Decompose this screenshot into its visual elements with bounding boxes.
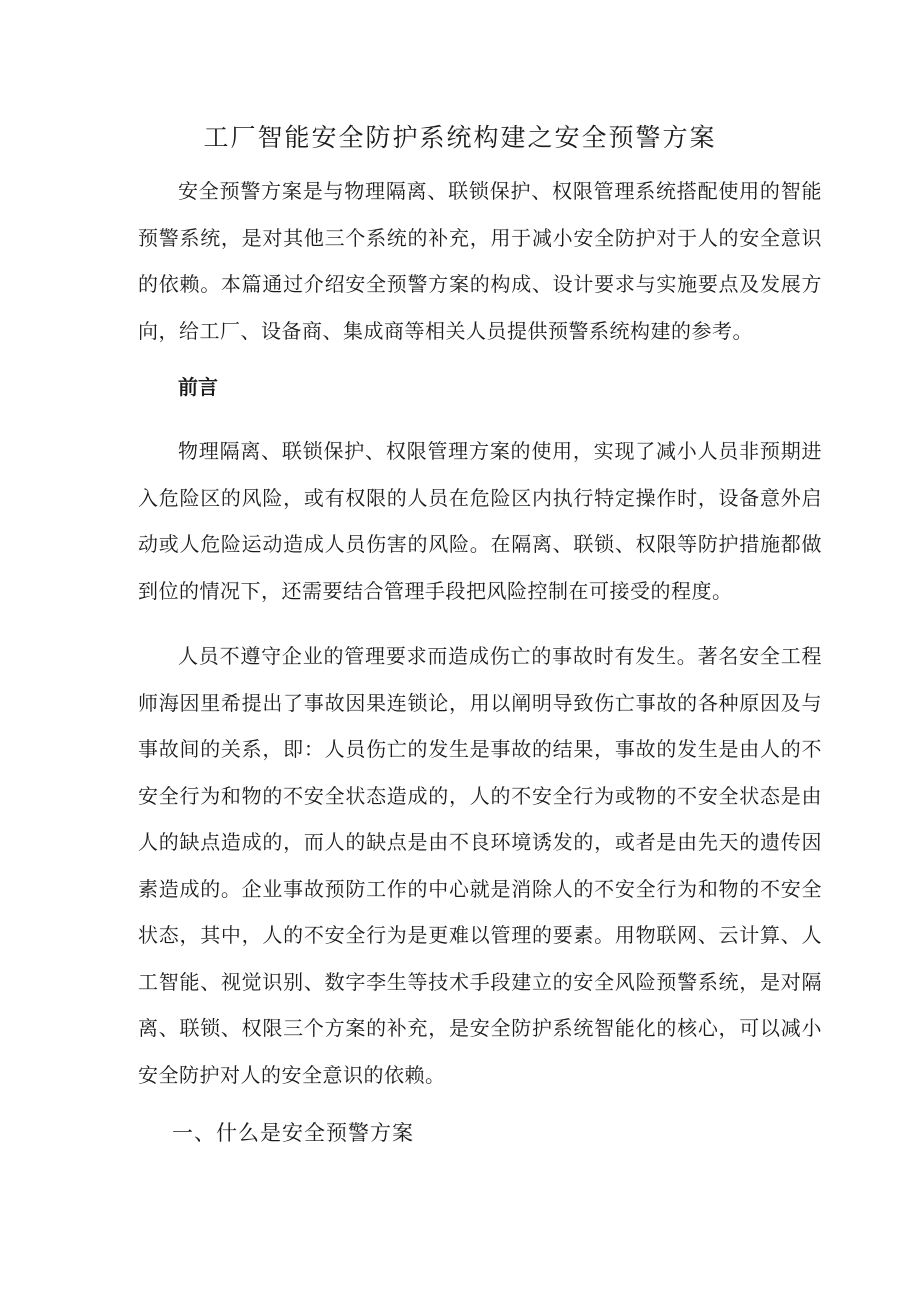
preface-paragraph-2: 人员不遵守企业的管理要求而造成伤亡的事故时有发生。著名安全工程师海因里希提出了事故因果连锁论，用以阐明导致伤亡事故的各种原因及与事故间的关系，即：人员伤亡的发生是事故的结果，事故的发生是由人的不安全行为和物的不安全状态造成的，人的不安全行为或物的不安全状态是由人的缺点造成的，而人的缺点是由不良环境诱发的，或者是由先天的遗传因素造成的。企业事故预防工作的中心就是消除人的不安全行为和物的不安全状态，其中，人的不安全行为是更难以管理的要素。用物联网、云计算、人工智能、视觉识别、数字李生等技术手段建立的安全风险预警系统，是对隔离、联锁、权限三个方案的补充，是安全防护系统智能化的核心，可以减小安全防护对人的安全意识的依赖。 xyxy=(138,644,822,1087)
intro-paragraph: 安全预警方案是与物理隔离、联锁保护、权限管理系统搭配使用的智能预警系统，是对其他三个系统的补充，用于减小安全防护对于人的安全意识的依赖。本篇通过介绍安全预警方案的构成、设计要求与实施要点及发展方向，给工厂、设备商、集成商等相关人员提供预警系统构建的参考。 xyxy=(138,179,822,343)
preface-paragraph-1: 物理隔离、联锁保护、权限管理方案的使用，实现了减小人员非预期进入危险区的风险，或有权限的人员在危险区内执行特定操作时，设备意外启动或人危险运动造成人员伤害的风险。在隔离、联锁、权限等防护措施都做到位的情况下，还需要结合管理手段把风险控制在可接受的程度。 xyxy=(138,439,822,603)
document-title: 工厂智能安全防护系统构建之安全预警方案 xyxy=(203,123,717,152)
preface-heading: 前言 xyxy=(178,375,218,399)
section-1-heading: 一、什么是安全预警方案 xyxy=(172,1121,414,1145)
